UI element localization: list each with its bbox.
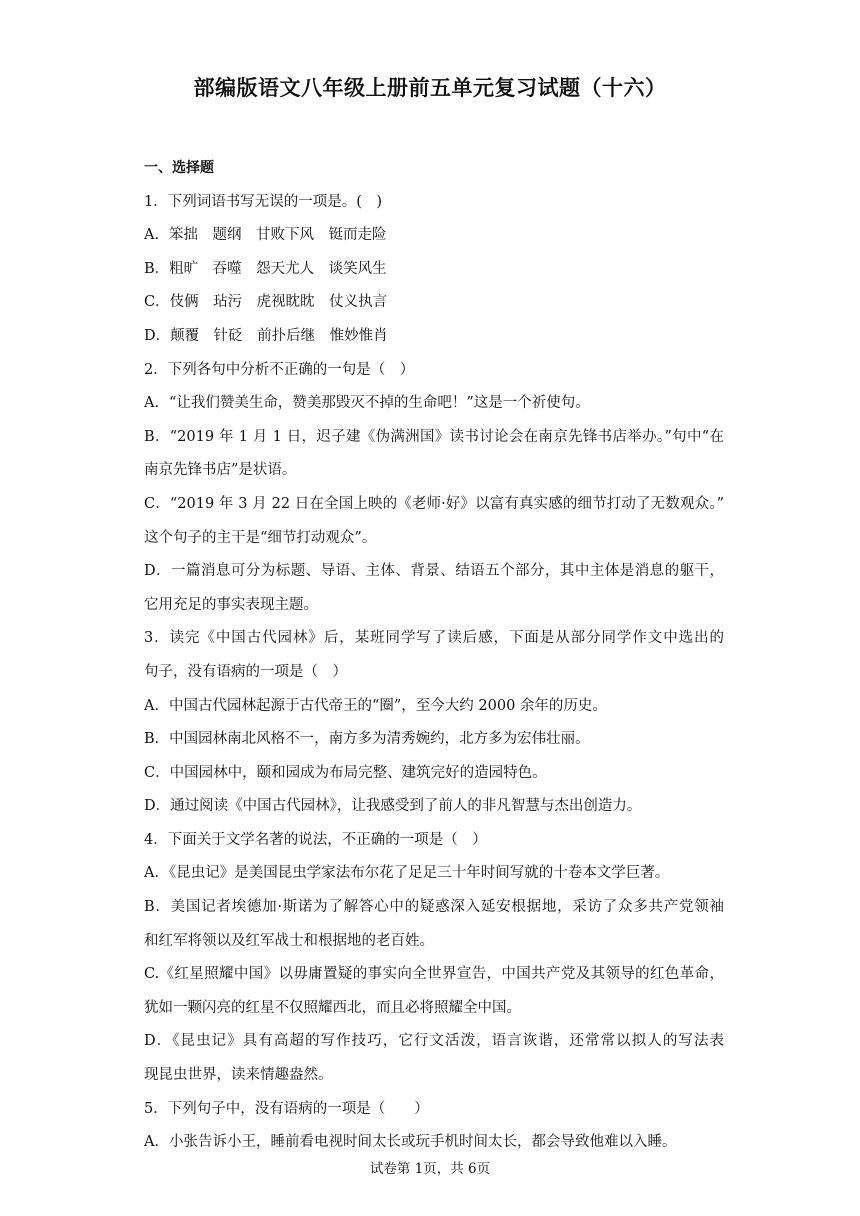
text-line: 3．读完《中国古代园林》后，某班同学写了读后感，下面是从部分同学作文中选出的 bbox=[144, 630, 724, 647]
text-line: 4．下面关于文学名著的说法，不正确的一项是（ ） bbox=[144, 831, 487, 848]
text-line: 南京先锋书店”是状语。 bbox=[144, 462, 297, 479]
text-line: B．“2019 年 1 月 1 日，迟子建《伪满洲国》读书讨论会在南京先锋书店举办。”句中“在 bbox=[144, 428, 724, 445]
text-line: 和红军将领以及红军战士和根据地的老百姓。 bbox=[144, 932, 434, 949]
text-line: A．中国古代园林起源于古代帝王的“圈”，至今大约 2000 余年的历史。 bbox=[144, 697, 607, 714]
text-line: B．美国记者埃德加·斯诺为了解答心中的疑惑深入延安根据地，采访了众多共产党领袖 bbox=[144, 899, 724, 916]
text-line: A．小张告诉小王，睡前看电视时间太长或玩手机时间太长，都会导致他难以入睡。 bbox=[144, 1134, 677, 1151]
text-line: A．《昆虫记》是美国昆虫学家法布尔花了足足三十年时间写就的十卷本文学巨著。 bbox=[144, 865, 670, 882]
page-title: 部编版语文八年级上册前五单元复习试题（十六） bbox=[193, 76, 667, 100]
text-line: 现昆虫世界，读来情趣盎然。 bbox=[144, 1067, 333, 1084]
text-line: C.《红星照耀中国》以毋庸置疑的事实向全世界宣告，中国共产党及其领导的红色革命， bbox=[144, 966, 724, 983]
text-line: 犹如一颗闪亮的红星不仅照耀西北，而且必将照耀全中国。 bbox=[144, 999, 521, 1016]
text-line: C．伎俩 玷污 虎视眈眈 仗义执言 bbox=[144, 294, 388, 311]
section-heading: 一、选择题 bbox=[144, 160, 214, 176]
text-line: 它用充足的事实表现主题。 bbox=[144, 596, 318, 613]
text-line: B．中国园林南北风格不一，南方多为清秀婉约，北方多为宏伟壮丽。 bbox=[144, 731, 590, 748]
text-line: D．颠覆 针砭 前扑后继 惟妙惟肖 bbox=[144, 327, 388, 344]
text-line: 2．下列各句中分析不正确的一句是（ ） bbox=[144, 361, 415, 378]
text-line: A．笨拙 题纲 甘败下风 铤而走险 bbox=[144, 227, 387, 244]
text-line: 5．下列句子中，没有语病的一项是（ ） bbox=[144, 1100, 429, 1117]
text-line: C．“2019 年 3 月 22 日在全国上映的《老师·好》以富有真实感的细节打动了无数观众。” bbox=[144, 495, 724, 512]
text-line: D．一篇消息可分为标题、导语、主体、背景、结语五个部分，其中主体是消息的躯干， bbox=[144, 563, 724, 580]
text-line: B．粗旷 吞噬 怨天尤人 谈笑风生 bbox=[144, 260, 387, 277]
text-line: D．通过阅读《中国古代园林》，让我感受到了前人的非凡智慧与杰出创造力。 bbox=[144, 798, 642, 815]
text-line: 这个句子的主干是“细节打动观众”。 bbox=[144, 529, 377, 546]
text-line: 句子，没有语病的一项是（ ） bbox=[144, 663, 347, 680]
question-content bbox=[144, 152, 724, 1160]
page-footer: 试卷第 1页，共 6页 bbox=[369, 1161, 491, 1177]
text-line: 1．下列词语书写无误的一项是。( ) bbox=[144, 193, 383, 210]
text-line: A．“让我们赞美生命，赞美那毁灭不掉的生命吧！”这是一个祈使句。 bbox=[144, 395, 590, 412]
text-line: D．《昆虫记》具有高超的写作技巧，它行文活泼，语言诙谐，还常常以拟人的写法表 bbox=[144, 1033, 724, 1050]
text-line: C．中国园林中，颐和园成为布局完整、建筑完好的造园特色。 bbox=[144, 764, 547, 781]
